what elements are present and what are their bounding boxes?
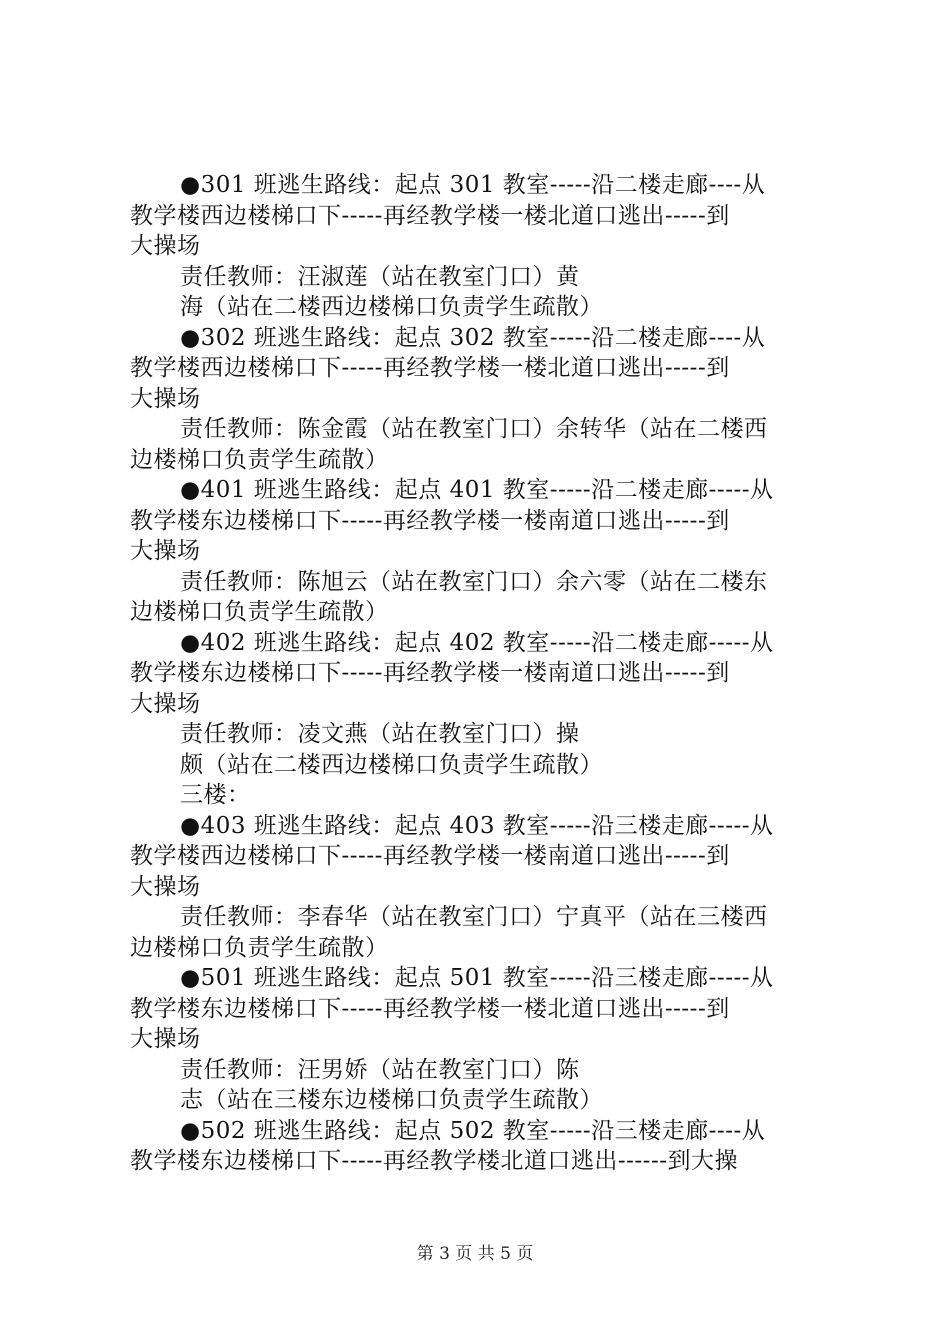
route-302-line-3: 大操场 bbox=[130, 385, 201, 412]
route-403-line-3: 大操场 bbox=[130, 873, 201, 900]
route-501-line-1: ●501 班逃生路线：起点 501 教室-----沿三楼走廊-----从 bbox=[180, 965, 774, 991]
page-number-footer: 第 3 页 共 5 页 bbox=[416, 1244, 534, 1264]
route-501-line-2: 教学楼东边楼梯口下-----再经教学楼一楼北道口逃出-----到 bbox=[130, 995, 730, 1022]
route-301-line-2: 教学楼西边楼梯口下-----再经教学楼一楼北道口逃出-----到 bbox=[130, 202, 730, 229]
route-502-line-1: ●502 班逃生路线：起点 502 教室-----沿三楼走廊----从 bbox=[180, 1117, 766, 1144]
route-402-line-1: ●402 班逃生路线：起点 402 教室-----沿二楼走廊-----从 bbox=[180, 629, 774, 656]
route-401-line-3: 大操场 bbox=[130, 538, 201, 564]
document-body bbox=[130, 170, 830, 1177]
route-403-line-1: ●403 班逃生路线：起点 403 教室-----沿三楼走廊-----从 bbox=[180, 812, 774, 839]
route-301-line-3: 大操场 bbox=[130, 233, 201, 259]
route-401-line-1: ●401 班逃生路线：起点 401 教室-----沿二楼走廊-----从 bbox=[180, 477, 774, 503]
route-302-line-2: 教学楼西边楼梯口下-----再经教学楼一楼北道口逃出-----到 bbox=[130, 355, 730, 381]
route-502-line-2: 教学楼东边楼梯口下-----再经教学楼北道口逃出------到大操 bbox=[130, 1148, 738, 1174]
teacher-501-line-1: 责任教师：汪男娇（站在教室门口）陈 bbox=[180, 1056, 580, 1083]
route-401-line-2: 教学楼东边楼梯口下-----再经教学楼一楼南道口逃出-----到 bbox=[130, 507, 730, 534]
teacher-403-line-2: 边楼梯口负责学生疏散） bbox=[130, 934, 389, 961]
teacher-402-line-2: 颇（站在二楼西边楼梯口负责学生疏散） bbox=[180, 751, 603, 778]
teacher-301-line-2: 海（站在二楼西边楼梯口负责学生疏散） bbox=[180, 294, 603, 320]
route-402-line-2: 教学楼东边楼梯口下-----再经教学楼一楼南道口逃出-----到 bbox=[130, 660, 730, 686]
floor-heading: 三楼： bbox=[180, 782, 251, 808]
route-402-line-3: 大操场 bbox=[130, 690, 201, 717]
route-301-line-1: ●301 班逃生路线：起点 301 教室-----沿二楼走廊----从 bbox=[180, 172, 766, 198]
route-302-line-1: ●302 班逃生路线：起点 302 教室-----沿二楼走廊----从 bbox=[180, 324, 766, 351]
route-403-line-2: 教学楼西边楼梯口下-----再经教学楼一楼南道口逃出-----到 bbox=[130, 843, 730, 869]
teacher-401-line-2: 边楼梯口负责学生疏散） bbox=[130, 599, 389, 625]
teacher-302-line-2: 边楼梯口负责学生疏散） bbox=[130, 446, 389, 473]
teacher-501-line-2: 志（站在三楼东边楼梯口负责学生疏散） bbox=[180, 1087, 603, 1113]
teacher-302-line-1: 责任教师：陈金霞（站在教室门口）余转华（站在二楼西 bbox=[180, 416, 768, 442]
teacher-301-line-1: 责任教师：汪淑莲（站在教室门口）黄 bbox=[180, 263, 580, 290]
teacher-401-line-1: 责任教师：陈旭云（站在教室门口）余六零（站在二楼东 bbox=[180, 568, 768, 595]
route-501-line-3: 大操场 bbox=[130, 1026, 201, 1052]
teacher-403-line-1: 责任教师：李春华（站在教室门口）宁真平（站在三楼西 bbox=[180, 904, 768, 930]
teacher-402-line-1: 责任教师：凌文燕（站在教室门口）操 bbox=[180, 721, 580, 747]
